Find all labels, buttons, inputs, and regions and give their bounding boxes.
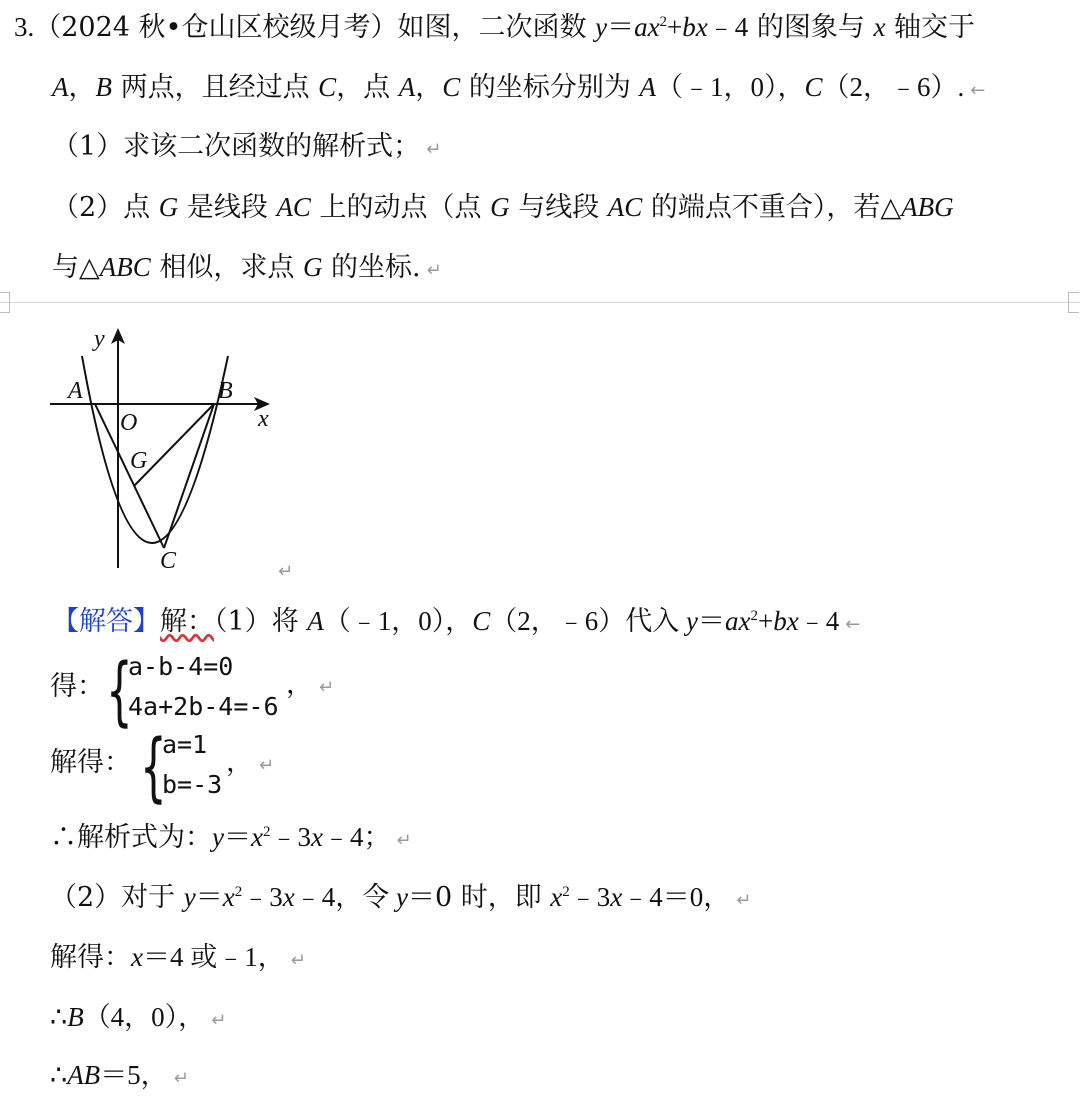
system-1-brace: { bbox=[106, 647, 133, 736]
figure-return-mark: ↵ bbox=[278, 561, 294, 582]
question-1: （1）求该二次函数的解析式； ↵ bbox=[52, 131, 442, 162]
system-2-brace: { bbox=[140, 723, 167, 812]
system-2-eq1: a=1 bbox=[162, 730, 208, 759]
solution-line-5: 解得：x＝4 或﹣1， ↵ bbox=[50, 942, 306, 973]
return-mark: ↵ bbox=[426, 260, 442, 281]
solution-line-3: ∴解析式为：$y=x^2﹣3x﹣4$； ↵ bbox=[50, 822, 412, 853]
system-1-eq1: a-b-4=0 bbox=[128, 652, 234, 681]
system-1-tail: ， ↵ bbox=[286, 669, 335, 700]
question-2-line-1: （2）点 G 是线段 AC 上的动点（点 G 与线段 AC 的端点不重合），若△ABG bbox=[52, 192, 954, 223]
question-2-line-2: 与△ABC 相似，求点 G 的坐标. ↵ bbox=[52, 252, 442, 283]
return-mark: ← bbox=[970, 80, 986, 101]
segment-BC bbox=[164, 404, 214, 548]
label-x: x bbox=[258, 406, 269, 432]
solution-line-4: （2）对于 $y=x^2﹣3x﹣4$，令 y＝0 时，即 $x^2﹣3x﹣4=0$， ↵ bbox=[50, 882, 752, 913]
label-y: y bbox=[94, 326, 105, 352]
solution-line-1: 【解答】解：（1）将 A（﹣1，0），C（2，﹣6）代入 $y=ax^2+bx﹣4$ ← bbox=[52, 606, 861, 637]
answer-tag: 【解答】 bbox=[52, 606, 160, 637]
system-1-label: 得： bbox=[50, 671, 104, 702]
system-2-tail: ， ↵ bbox=[226, 747, 275, 778]
label-A: A bbox=[68, 378, 83, 404]
system-2-eq2: b=-3 bbox=[162, 770, 223, 799]
page-corner-mark-left-lower bbox=[0, 302, 10, 313]
page-divider bbox=[0, 302, 1080, 303]
return-mark: ↵ bbox=[426, 139, 442, 160]
problem-line-2: A，B 两点，且经过点 C，点 A，C 的坐标分别为 A（﹣1，0），C（2，﹣6）. ← bbox=[52, 72, 986, 103]
label-C: C bbox=[160, 548, 177, 574]
parabola-figure bbox=[40, 318, 300, 578]
label-B: B bbox=[218, 378, 233, 404]
label-G: G bbox=[130, 448, 148, 474]
system-1-eq2: 4a+2b-4=-6 bbox=[128, 692, 279, 721]
parabola-curve bbox=[82, 356, 228, 543]
page-corner-mark-right-lower bbox=[1068, 302, 1079, 313]
system-2-label: 解得： bbox=[50, 747, 131, 778]
problem-source: （2024 秋•仓山区校级月考） bbox=[34, 12, 398, 43]
label-O: O bbox=[120, 410, 138, 436]
problem-line-1: 3.（2024 秋•仓山区校级月考）如图，二次函数 $y=ax^2+bx﹣4$ 的图象与 x 轴交于 bbox=[14, 12, 976, 43]
solution-line-7: ∴AB＝5， ↵ bbox=[50, 1060, 189, 1091]
solution-line-6: ∴B（4，0）， ↵ bbox=[50, 1002, 227, 1033]
problem-number: 3. bbox=[14, 12, 35, 42]
